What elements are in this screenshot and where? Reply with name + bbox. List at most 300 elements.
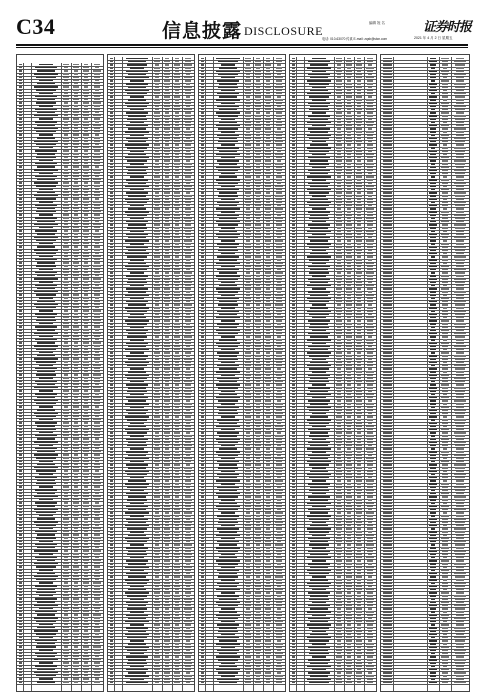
text-line — [265, 403, 270, 404]
text-line — [73, 406, 78, 407]
text-line — [175, 221, 179, 222]
text-line — [35, 205, 57, 206]
text-line — [245, 352, 251, 353]
text-line — [83, 614, 88, 615]
text-line — [310, 77, 327, 78]
text-line — [337, 304, 341, 305]
text-line — [126, 397, 148, 398]
text-line — [309, 218, 329, 219]
text-line — [110, 343, 113, 344]
text-line — [221, 131, 236, 132]
text-line — [83, 134, 89, 135]
text-line — [154, 234, 159, 235]
text-line — [221, 240, 236, 241]
text-line — [245, 375, 250, 376]
text-line — [37, 262, 54, 263]
text-line — [84, 336, 87, 337]
text-line — [73, 470, 78, 471]
text-line — [74, 333, 78, 334]
text-line — [128, 208, 145, 209]
text-line — [19, 278, 22, 279]
text-line — [83, 339, 89, 340]
text-line — [201, 679, 204, 680]
text-line — [34, 345, 59, 346]
text-line — [357, 234, 360, 235]
text-line — [292, 336, 295, 337]
text-line — [95, 176, 99, 177]
text-line — [276, 519, 281, 520]
text-line — [336, 343, 341, 344]
text-line — [347, 211, 350, 212]
text-line — [37, 153, 54, 154]
text-line — [19, 509, 22, 510]
text-line — [127, 637, 147, 638]
text-line — [125, 199, 150, 200]
text-line — [74, 387, 78, 388]
text-line — [155, 509, 159, 510]
text-line — [201, 365, 204, 366]
text-line — [185, 461, 190, 462]
text-line — [367, 115, 372, 116]
text-line — [367, 387, 372, 388]
text-line — [255, 637, 261, 638]
text-line — [292, 304, 295, 305]
text-line — [95, 406, 99, 407]
text-line — [63, 64, 68, 65]
text-line — [35, 150, 57, 151]
text-line — [19, 243, 22, 244]
text-line — [221, 391, 236, 392]
text-line — [63, 160, 69, 161]
text-line — [110, 336, 113, 337]
text-line — [63, 621, 68, 622]
text-line — [165, 362, 168, 363]
text-line — [256, 525, 259, 526]
text-line — [255, 608, 260, 609]
text-line — [276, 461, 283, 462]
text-line — [128, 317, 145, 318]
text-line — [337, 208, 340, 209]
text-line — [83, 157, 88, 158]
text-line — [367, 135, 374, 136]
text-line — [126, 112, 148, 113]
text-line — [277, 554, 281, 555]
text-line — [37, 589, 54, 590]
text-line — [110, 263, 113, 264]
text-line — [255, 592, 261, 593]
text-line — [356, 195, 362, 196]
text-line — [94, 521, 99, 522]
text-line — [186, 128, 190, 129]
text-line — [164, 298, 170, 299]
text-line — [64, 419, 67, 420]
text-line — [292, 314, 295, 315]
text-line — [275, 435, 283, 436]
text-line — [110, 496, 113, 497]
text-line — [184, 621, 192, 622]
text-line — [84, 630, 87, 631]
text-line — [110, 291, 113, 292]
text-line — [256, 189, 259, 190]
text-line — [245, 67, 251, 68]
text-line — [110, 461, 113, 462]
text-line — [34, 115, 59, 116]
text-line — [201, 333, 204, 334]
text-line — [83, 393, 89, 394]
text-line — [277, 173, 281, 174]
text-line — [125, 471, 150, 472]
text-line — [356, 163, 361, 164]
text-line — [265, 323, 271, 324]
text-line — [110, 378, 113, 379]
text-line — [221, 608, 236, 609]
text-line — [93, 147, 101, 148]
text-line — [246, 327, 249, 328]
text-line — [175, 547, 179, 548]
text-line — [94, 531, 101, 532]
text-line — [357, 432, 360, 433]
text-line — [110, 423, 113, 424]
text-line — [155, 349, 158, 350]
text-line — [39, 147, 54, 148]
text-line — [83, 224, 88, 225]
text-line — [246, 359, 249, 360]
text-line — [307, 122, 332, 123]
text-line — [366, 285, 374, 286]
text-line — [110, 602, 113, 603]
text-line — [367, 419, 372, 420]
text-line — [277, 618, 281, 619]
text-line — [266, 83, 269, 84]
text-line — [201, 314, 204, 315]
text-line — [217, 135, 239, 136]
text-line — [73, 67, 78, 68]
text-line — [84, 595, 88, 596]
text-line — [255, 605, 261, 606]
text-line — [292, 413, 295, 414]
text-line — [346, 282, 351, 283]
text-line — [126, 343, 148, 344]
text-line — [201, 311, 204, 312]
text-line — [63, 576, 68, 577]
text-line — [125, 157, 150, 158]
text-line — [83, 169, 88, 170]
text-line — [63, 649, 69, 650]
text-line — [276, 279, 281, 280]
text-line — [201, 163, 204, 164]
text-line — [337, 295, 340, 296]
text-line — [292, 218, 295, 219]
text-line — [130, 557, 145, 558]
text-line — [84, 345, 88, 346]
text-line — [245, 266, 250, 267]
text-line — [83, 374, 88, 375]
text-line — [94, 573, 101, 574]
text-line — [308, 128, 330, 129]
text-line — [83, 102, 88, 103]
text-line — [19, 310, 22, 311]
text-line — [246, 96, 250, 97]
text-line — [110, 442, 113, 443]
text-line — [93, 70, 101, 71]
text-line — [130, 368, 145, 369]
text-line — [94, 160, 101, 161]
text-line — [337, 122, 340, 123]
text-line — [93, 496, 101, 497]
text-line — [36, 157, 56, 158]
text-line — [265, 535, 270, 536]
text-line — [266, 439, 270, 440]
text-line — [366, 218, 374, 219]
text-line — [83, 537, 88, 538]
text-line — [277, 391, 281, 392]
text-line — [201, 80, 204, 81]
text-line — [336, 160, 341, 161]
text-line — [276, 605, 281, 606]
text-line — [175, 384, 179, 385]
text-line — [63, 317, 68, 318]
text-line — [63, 617, 69, 618]
text-line — [64, 201, 67, 202]
text-line — [63, 205, 69, 206]
text-line — [201, 371, 204, 372]
text-line — [73, 230, 78, 231]
text-line — [19, 176, 22, 177]
text-line — [19, 400, 22, 401]
text-line — [36, 592, 56, 593]
text-line — [154, 448, 160, 449]
text-line — [127, 663, 147, 664]
text-line — [174, 247, 180, 248]
text-line — [164, 192, 169, 193]
text-line — [292, 298, 295, 299]
text-line — [154, 669, 159, 670]
text-line — [265, 240, 270, 241]
text-line — [35, 109, 57, 110]
text-line — [265, 621, 270, 622]
text-line — [185, 551, 190, 552]
text-line — [185, 71, 190, 72]
text-line — [175, 570, 178, 571]
text-line — [366, 109, 374, 110]
text-line — [356, 346, 362, 347]
text-line — [39, 201, 54, 202]
text-line — [292, 391, 295, 392]
text-line — [277, 663, 281, 664]
text-line — [155, 83, 159, 84]
text-line — [74, 115, 78, 116]
text-line — [292, 253, 295, 254]
text-line — [154, 365, 159, 366]
text-line — [337, 391, 341, 392]
text-line — [73, 272, 79, 273]
text-line — [93, 224, 101, 225]
text-line — [155, 192, 159, 193]
text-line — [245, 80, 251, 81]
text-line — [174, 87, 179, 88]
text-line — [219, 557, 236, 558]
text-line — [266, 397, 269, 398]
text-line — [256, 576, 260, 577]
text-line — [93, 387, 101, 388]
text-line — [64, 307, 68, 308]
text-line — [95, 611, 99, 612]
text-line — [186, 640, 190, 641]
text-line — [221, 663, 236, 664]
text-line — [74, 397, 78, 398]
text-line — [126, 71, 148, 72]
text-line — [185, 426, 192, 427]
text-line — [74, 614, 78, 615]
text-line — [94, 432, 101, 433]
text-line — [154, 579, 160, 580]
text-line — [366, 176, 374, 177]
text-line — [63, 435, 68, 436]
text-line — [265, 327, 270, 328]
text-line — [201, 496, 204, 497]
text-line — [125, 579, 150, 580]
text-line — [95, 656, 99, 657]
text-line — [94, 118, 99, 119]
text-line — [83, 80, 89, 81]
text-line — [346, 237, 351, 238]
text-line — [154, 99, 160, 100]
text-line — [130, 503, 145, 504]
text-line — [110, 403, 113, 404]
text-line — [245, 503, 251, 504]
text-line — [19, 150, 22, 151]
text-line — [74, 541, 77, 542]
text-line — [93, 256, 101, 257]
text-line — [185, 202, 190, 203]
text-line — [221, 144, 236, 145]
text-line — [165, 371, 168, 372]
text-line — [266, 80, 270, 81]
text-line — [125, 647, 150, 648]
text-line — [130, 218, 145, 219]
text-line — [34, 141, 59, 142]
text-line — [165, 330, 168, 331]
text-line — [63, 83, 69, 84]
text-line — [73, 153, 79, 154]
text-line — [255, 496, 261, 497]
text-line — [94, 598, 99, 599]
text-line — [217, 243, 239, 244]
text-line — [346, 301, 352, 302]
text-line — [221, 592, 236, 593]
text-line — [266, 221, 270, 222]
text-line — [266, 682, 269, 683]
text-line — [93, 669, 101, 670]
text-line — [174, 631, 179, 632]
text-line — [84, 381, 87, 382]
text-line — [186, 368, 190, 369]
text-line — [201, 595, 204, 596]
text-line — [292, 167, 295, 168]
text-line — [292, 295, 295, 296]
text-line — [63, 630, 68, 631]
text-line — [93, 550, 101, 551]
text-line — [73, 339, 78, 340]
text-line — [94, 608, 99, 609]
text-line — [336, 323, 341, 324]
text-line — [256, 643, 260, 644]
text-line — [110, 391, 113, 392]
text-line — [175, 179, 178, 180]
text-line — [337, 327, 340, 328]
text-line — [255, 202, 261, 203]
text-line — [219, 490, 236, 491]
text-line — [175, 557, 179, 558]
text-line — [256, 298, 259, 299]
text-line — [164, 170, 170, 171]
text-line — [201, 128, 204, 129]
text-line — [266, 583, 269, 584]
text-line — [185, 317, 192, 318]
text-line — [154, 528, 159, 529]
text-line — [277, 541, 281, 542]
text-line — [74, 595, 77, 596]
text-line — [292, 307, 295, 308]
text-line — [201, 115, 204, 116]
text-line — [245, 551, 250, 552]
text-line — [185, 583, 190, 584]
text-line — [110, 135, 113, 136]
text-line — [110, 112, 113, 113]
text-line — [275, 263, 283, 264]
text-line — [266, 167, 270, 168]
text-line — [186, 83, 190, 84]
text-line — [19, 486, 22, 487]
text-line — [255, 640, 260, 641]
text-line — [185, 387, 190, 388]
text-line — [221, 647, 236, 648]
text-line — [73, 457, 79, 458]
text-line — [276, 627, 281, 628]
text-line — [184, 359, 192, 360]
text-line — [63, 585, 69, 586]
text-line — [110, 115, 113, 116]
text-line — [346, 170, 352, 171]
text-line — [73, 624, 78, 625]
text-line — [184, 64, 192, 65]
text-line — [110, 323, 113, 324]
text-line — [155, 131, 158, 132]
text-line — [292, 432, 295, 433]
text-line — [218, 87, 238, 88]
text-line — [201, 275, 204, 276]
text-line — [94, 240, 99, 241]
text-line — [292, 80, 295, 81]
text-line — [312, 221, 327, 222]
text-line — [19, 262, 22, 263]
text-line — [74, 451, 78, 452]
text-line — [19, 195, 22, 196]
text-line — [219, 327, 236, 328]
text-line — [94, 291, 101, 292]
text-line — [165, 547, 168, 548]
text-line — [125, 403, 150, 404]
text-line — [37, 451, 54, 452]
text-line — [94, 137, 101, 138]
text-line — [164, 106, 169, 107]
text-line — [346, 173, 351, 174]
text-line — [246, 141, 249, 142]
text-line — [246, 423, 250, 424]
text-line — [94, 390, 99, 391]
text-line — [19, 361, 22, 362]
text-line — [84, 512, 87, 513]
